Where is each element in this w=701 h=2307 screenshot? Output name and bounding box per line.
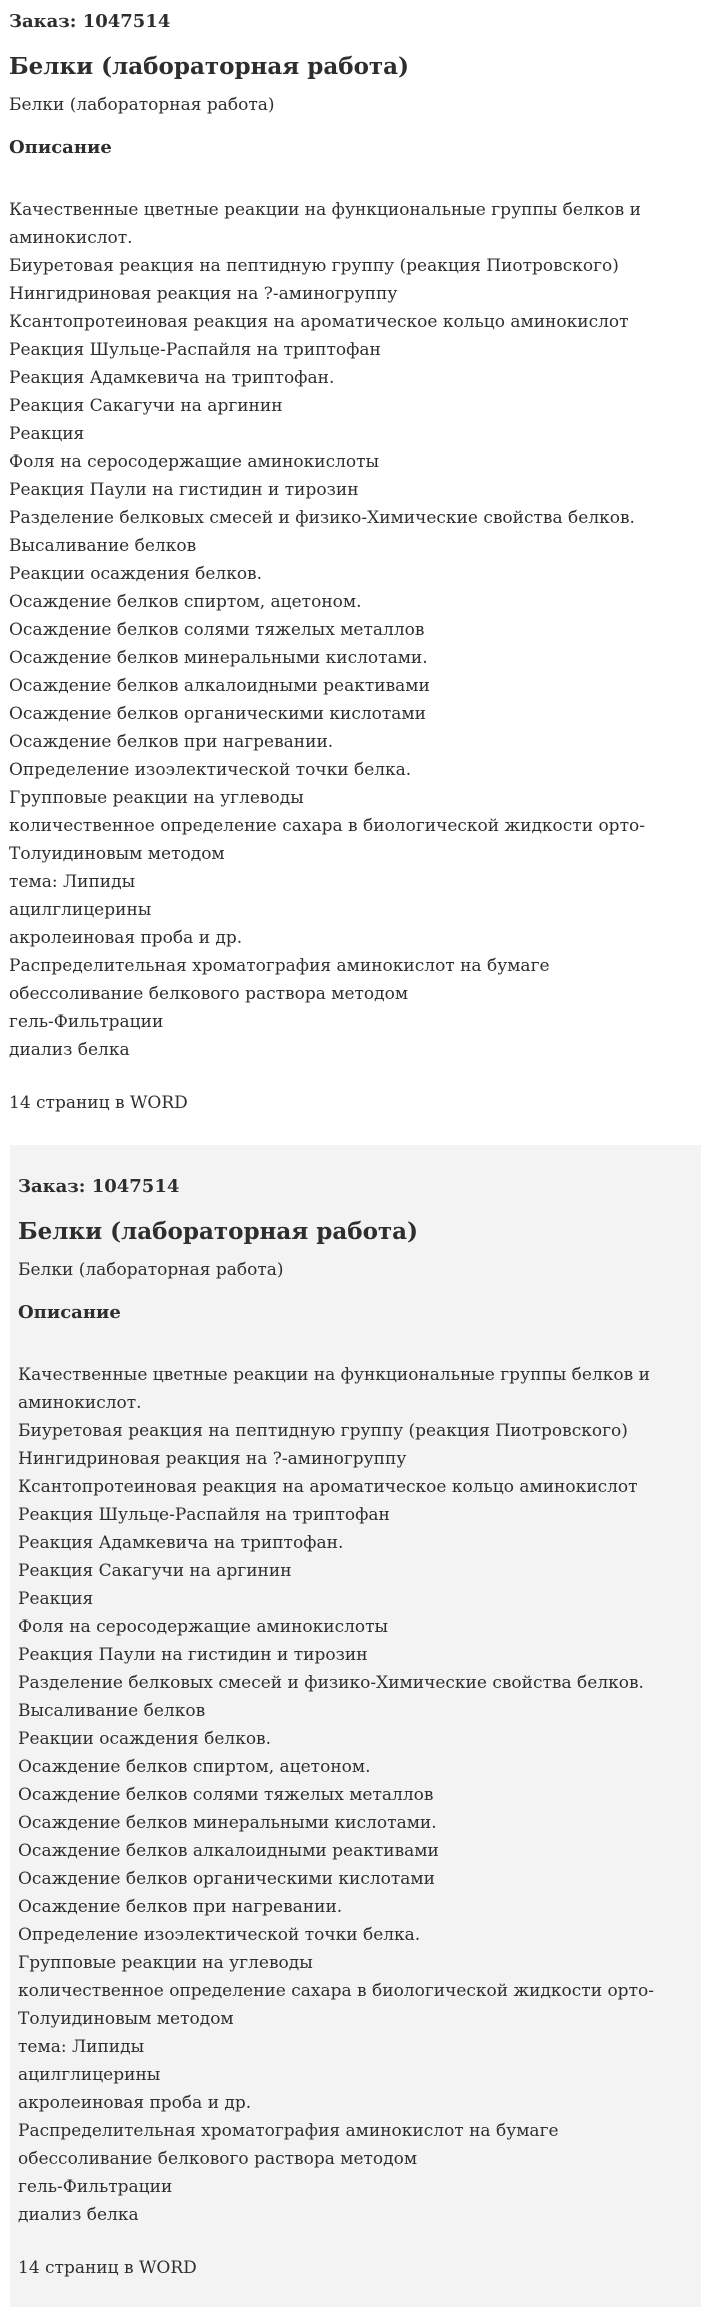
description-line: диализ белка — [18, 2205, 139, 2225]
description-line: Определение изоэлектической точки белка. — [9, 760, 412, 780]
description-line: Реакция Шульце-Распайля на триптофан — [18, 1505, 390, 1525]
description-line: Реакция Сакагучи на аргинин — [18, 1561, 292, 1581]
description-heading: Описание — [9, 137, 112, 158]
description-line: Осаждение белков алкалоидными реактивами — [9, 676, 430, 696]
order-subtitle: Белки (лабораторная работа) — [9, 95, 275, 115]
description-line: Разделение белковых смесей и физико-Химические свойства белков. — [9, 508, 635, 528]
description-line: Реакции осаждения белков. — [18, 1729, 272, 1749]
description-line: Реакция — [18, 1589, 94, 1609]
order-title[interactable]: Белки (лабораторная работа) — [9, 53, 409, 80]
description-line: Реакция Адамкевича на триптофан. — [18, 1533, 344, 1553]
description-line: Осаждение белков спиртом, ацетоном. — [9, 592, 362, 612]
description-line: Распределительная хроматография аминокислот на бумаге — [9, 956, 550, 976]
order-card — [10, 1145, 701, 2307]
description-line: ацилглицерины — [18, 2065, 161, 2085]
description-line: Нингидриновая реакция на ?-аминогруппу — [9, 284, 398, 304]
description-line: Осаждение белков минеральными кислотами. — [9, 648, 428, 668]
description-line: ацилглицерины — [9, 900, 152, 920]
description-line: Реакция Паули на гистидин и тирозин — [18, 1645, 368, 1665]
description-line: количественное определение сахара в биологической жидкости орто- — [18, 1981, 654, 2001]
description-line: Реакция Шульце-Распайля на триптофан — [9, 340, 381, 360]
order-number: Заказ: 1047514 — [18, 1176, 180, 1197]
description-line: Осаждение белков органическими кислотами — [9, 704, 426, 724]
description-heading: Описание — [18, 1302, 121, 1323]
description-list — [9, 196, 701, 1064]
description-line: Биуретовая реакция на пептидную группу (реакция Пиотровского) — [18, 1421, 628, 1441]
description-line: Реакция Сакагучи на аргинин — [9, 396, 283, 416]
description-line: Осаждение белков при нагревании. — [9, 732, 334, 752]
description-line: Осаждение белков солями тяжелых металлов — [9, 620, 425, 640]
description-line: Фоля на серосодержащие аминокислоты — [9, 452, 380, 472]
description-line: акролеиновая проба и др. — [18, 2093, 252, 2113]
description-line: Осаждение белков минеральными кислотами. — [18, 1813, 437, 1833]
description-line: Разделение белковых смесей и физико-Химические свойства белков. — [18, 1673, 644, 1693]
description-line: Толуидиновым методом — [18, 2009, 234, 2029]
description-line: Высаливание белков — [18, 1701, 206, 1721]
description-line: гель-Фильтрации — [9, 1012, 164, 1032]
description-line: количественное определение сахара в биологической жидкости орто- — [9, 816, 645, 836]
description-line: Распределительная хроматография аминокислот на бумаге — [18, 2121, 559, 2141]
page-count: 14 страниц в WORD — [9, 1093, 188, 1113]
description-line: Групповые реакции на углеводы — [9, 788, 304, 808]
description-list — [18, 1361, 701, 2229]
order-card — [0, 0, 701, 1145]
description-line: обессоливание белкового раствора методом — [9, 984, 409, 1004]
description-line: Толуидиновым методом — [9, 844, 225, 864]
description-line: Фоля на серосодержащие аминокислоты — [18, 1617, 389, 1637]
description-line: Ксантопротеиновая реакция на ароматическое кольцо аминокислот — [18, 1477, 638, 1497]
order-subtitle: Белки (лабораторная работа) — [18, 1260, 284, 1280]
description-line: Групповые реакции на углеводы — [18, 1953, 313, 1973]
description-line: Осаждение белков солями тяжелых металлов — [18, 1785, 434, 1805]
description-line: Нингидриновая реакция на ?-аминогруппу — [18, 1449, 407, 1469]
order-number: Заказ: 1047514 — [9, 11, 171, 32]
description-line: акролеиновая проба и др. — [9, 928, 243, 948]
description-line: обессоливание белкового раствора методом — [18, 2149, 418, 2169]
description-line: Осаждение белков спиртом, ацетоном. — [18, 1757, 371, 1777]
order-title[interactable]: Белки (лабораторная работа) — [18, 1218, 418, 1245]
description-line: Реакция Паули на гистидин и тирозин — [9, 480, 359, 500]
description-line: Реакция Адамкевича на триптофан. — [9, 368, 335, 388]
description-line: Реакция — [9, 424, 85, 444]
description-line: тема: Липиды — [18, 2037, 145, 2057]
description-line: Качественные цветные реакции на функциональные группы белков и аминокислот. — [18, 1365, 650, 1413]
description-line: гель-Фильтрации — [18, 2177, 173, 2197]
page-count: 14 страниц в WORD — [18, 2258, 197, 2278]
description-line: Осаждение белков алкалоидными реактивами — [18, 1841, 439, 1861]
description-line: Качественные цветные реакции на функциональные группы белков и аминокислот. — [9, 200, 641, 248]
description-line: Осаждение белков при нагревании. — [18, 1897, 343, 1917]
description-line: Осаждение белков органическими кислотами — [18, 1869, 435, 1889]
description-line: диализ белка — [9, 1040, 130, 1060]
description-line: тема: Липиды — [9, 872, 136, 892]
description-line: Ксантопротеиновая реакция на ароматическое кольцо аминокислот — [9, 312, 629, 332]
description-line: Определение изоэлектической точки белка. — [18, 1925, 421, 1945]
description-line: Высаливание белков — [9, 536, 197, 556]
description-line: Биуретовая реакция на пептидную группу (реакция Пиотровского) — [9, 256, 619, 276]
description-line: Реакции осаждения белков. — [9, 564, 263, 584]
